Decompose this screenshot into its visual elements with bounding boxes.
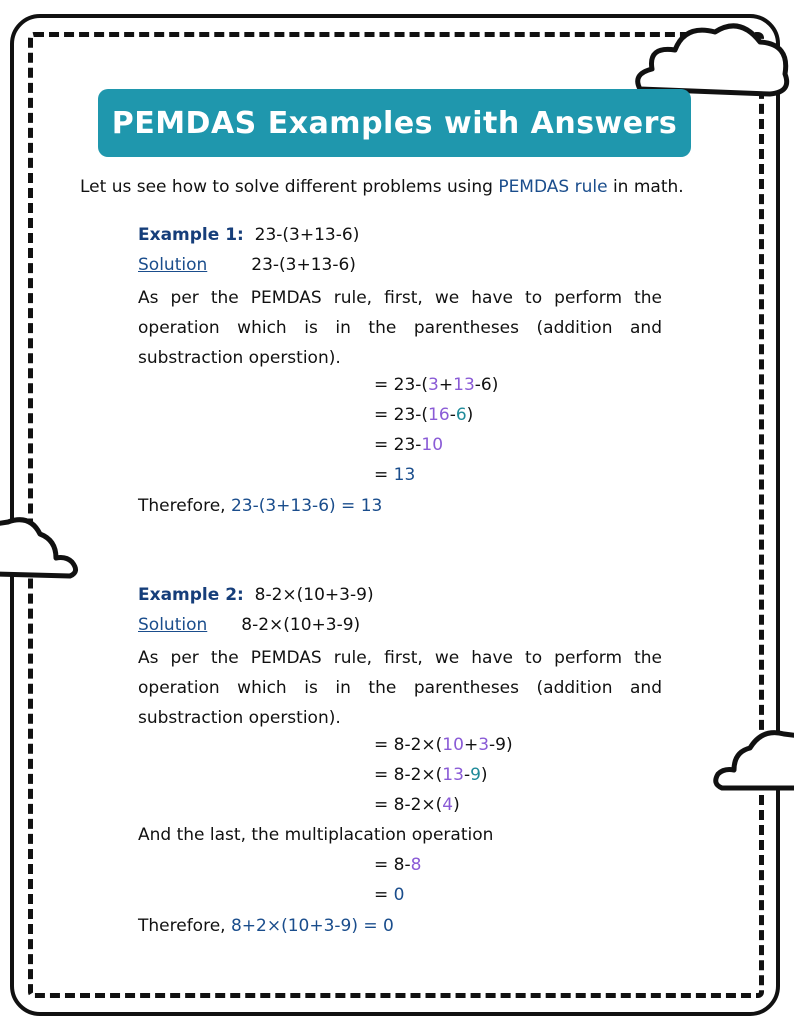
cloud-left-icon: [0, 512, 82, 584]
example2-last-note: And the last, the multiplacation operation: [138, 825, 494, 845]
example1-solution-expr: 23-(3+13-6): [251, 255, 356, 275]
intro-after: in math.: [607, 177, 684, 197]
example2-heading: [138, 585, 374, 605]
example2-expr: 8-2×(10+3-9): [254, 585, 374, 605]
example2-step: = 8-2×(4): [374, 795, 460, 815]
cloud-right-icon: [710, 726, 794, 796]
example2-label: Example 2:: [138, 585, 244, 605]
intro-text: [80, 177, 720, 197]
example1-step: = 23-(3+13-6): [374, 375, 499, 395]
example1-step: = 13: [374, 465, 416, 485]
example1-step: = 23-10: [374, 435, 444, 455]
solution-label: Solution: [138, 255, 208, 275]
example2-step: = 8-2×(10+3-9): [374, 735, 513, 755]
example1-step: = 23-(16-6): [374, 405, 474, 425]
example2-solution-line: [138, 615, 360, 635]
example1-result: [138, 496, 382, 516]
example1-heading: [138, 225, 359, 245]
example2-result-expr: 8+2×(10+3-9) = 0: [230, 916, 394, 936]
example1-label: Example 1:: [138, 225, 244, 245]
example2-step: = 0: [374, 885, 405, 905]
example2-step: = 8-2×(13-9): [374, 765, 488, 785]
intro-highlight: PEMDAS rule: [498, 177, 608, 197]
example1-result-expr: 23-(3+13-6) = 13: [230, 496, 383, 516]
example2-solution-expr: 8-2×(10+3-9): [241, 615, 361, 635]
example1-expr: 23-(3+13-6): [254, 225, 360, 245]
example2-step: = 8-8: [374, 855, 422, 875]
example1-solution-line: [138, 255, 356, 275]
intro-before: Let us see how to solve different problems using: [80, 177, 499, 197]
therefore-label: Therefore,: [138, 496, 226, 516]
therefore-label: Therefore,: [138, 916, 226, 936]
example2-result: [138, 916, 394, 936]
example1-explanation: As per the PEMDAS rule, first, we have to perform the operation which is in the parentheses (addition and substraction operstion).: [138, 288, 662, 368]
title-banner: [98, 89, 691, 157]
example2-explanation: As per the PEMDAS rule, first, we have to perform the operation which is in the parentheses (addition and substraction operstion).: [138, 648, 662, 728]
solution-label: Solution: [138, 615, 208, 635]
page-title: PEMDAS Examples with Answers: [111, 105, 678, 141]
